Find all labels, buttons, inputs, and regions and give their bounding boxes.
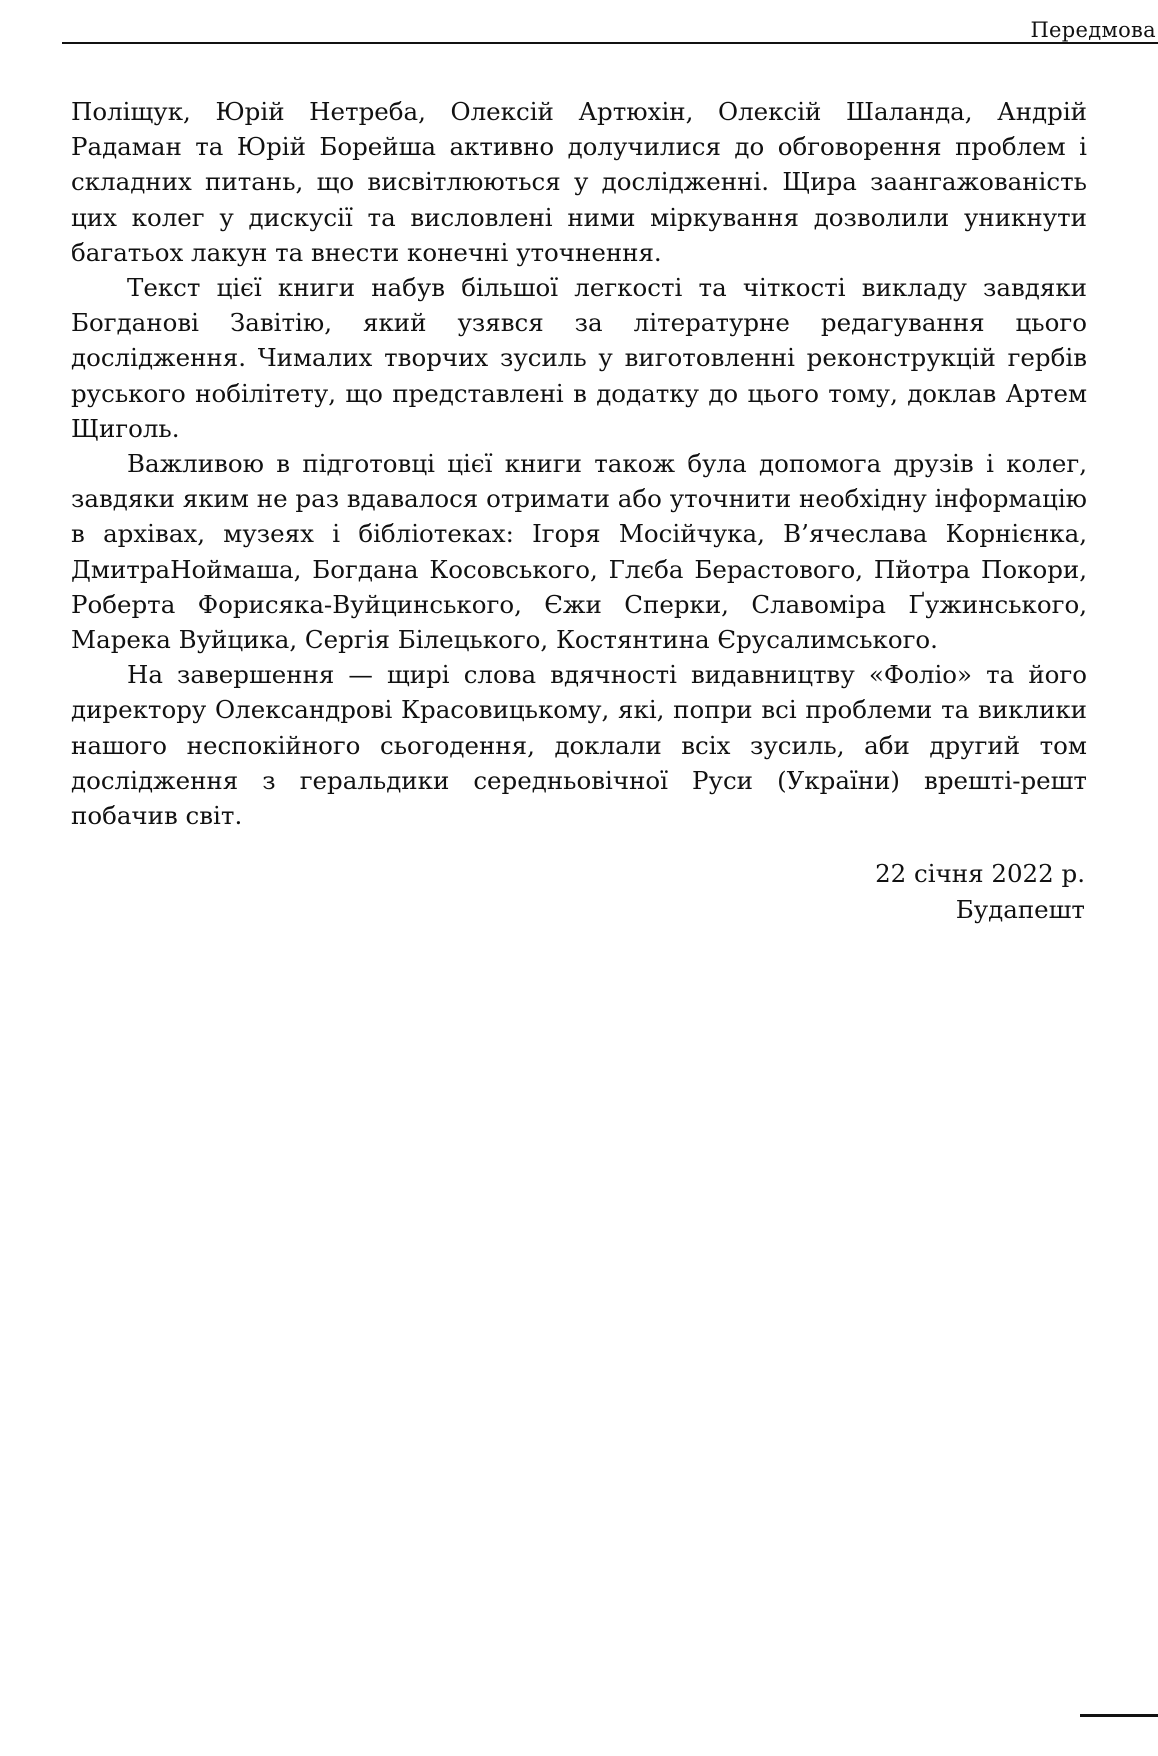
paragraph-publisher: На завершення — щирі слова вдячності видавництву «Фоліо» та його директору Олександрові Красовицькому, які, попри всі проблеми та виклики нашого неспокійного сьогодення, доклали всіх зусиль, аби другий том дослідження з геральдики середньовічної Руси (України) врешті-решт побачив світ.	[71, 660, 1087, 831]
paragraph-continued: Поліщук, Юрій Нетреба, Олексій Артюхін, Олексій Шаланда, Андрій Радаман та Юрій Борейша активно долучилися до обговорення проблем і складних питань, що висвітлюються у дослідженні. Щира заангажованість цих колег у дискусії та висловлені ними міркування дозволили уникнути багатьох лакун та внести конечні уточнення.	[71, 97, 1087, 267]
running-header-title: Передмова	[1030, 18, 1156, 42]
paragraph-editing: Текст цієї книги набув більшої легкості та чіткості викладу завдяки Богданові Завітію, який узявся за літературне редагування цього дослідження. Чималих творчих зусиль у виготовленні реконструкцій гербів руського нобілітету, що представлені в додатку до цього тому, доклав Артем Щиголь.	[71, 273, 1087, 443]
signature-date: 22 січня 2022 р.	[875, 859, 1085, 888]
header-rule	[62, 42, 1158, 44]
signature-place: Будапешт	[955, 895, 1085, 924]
signature-block	[875, 856, 1085, 928]
main-text	[71, 94, 1087, 833]
footer-rule	[1080, 1714, 1158, 1717]
running-header	[0, 0, 1158, 48]
paragraph-colleagues: Важливою в підготовці цієї книги також була допомога друзів і колег, завдяки яким не раз вдавалося отримати або уточнити необхідну інформацію в архівах, музеях і бібліотеках: Ігоря Мосійчука, В’ячеслава Корнієнка, ДмитраНоймаша, Богдана Косовського, Глєба Берастового, Пйотра Покори, Роберта Форисяка-Вуйцинського, Єжи Сперки, Славоміра Ґужинського, Марека Вуйцика, Сергія Білецького, Костянтина Єрусалимського.	[71, 449, 1087, 655]
